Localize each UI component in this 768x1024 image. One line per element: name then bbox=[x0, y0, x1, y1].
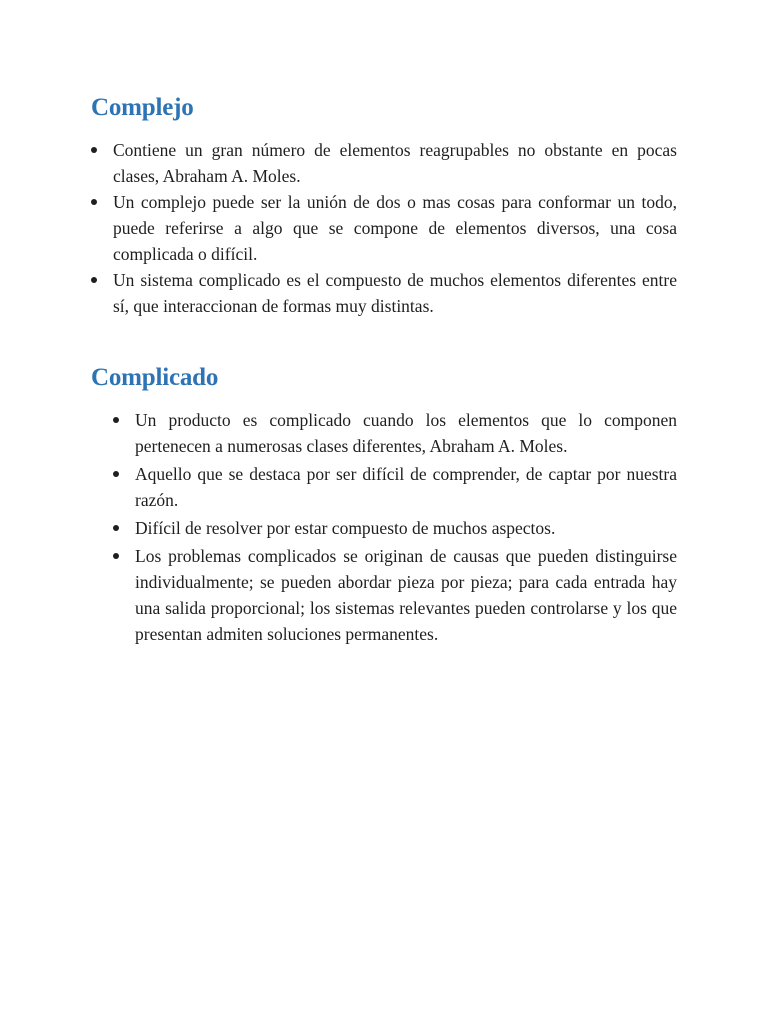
list-item bbox=[91, 267, 677, 319]
bullet-icon bbox=[113, 553, 119, 559]
list-item bbox=[113, 407, 677, 459]
list-item bbox=[91, 137, 677, 189]
list-item-text: Un sistema complicado es el compuesto de muchos elementos diferentes entre sí, que interaccionan de formas muy distintas. bbox=[113, 270, 677, 316]
list-item bbox=[113, 543, 677, 647]
heading-complejo: Complejo bbox=[91, 94, 194, 121]
bullet-list-complicado bbox=[113, 407, 677, 647]
list-item-text: Difícil de resolver por estar compuesto de muchos aspectos. bbox=[135, 518, 556, 538]
bullet-icon bbox=[113, 417, 119, 423]
bullet-icon bbox=[113, 525, 119, 531]
bullet-icon bbox=[113, 471, 119, 477]
bullet-icon bbox=[91, 199, 97, 205]
list-item-text: Un producto es complicado cuando los elementos que lo componen pertenecen a numerosas clases diferentes, Abraham A. Moles. bbox=[135, 410, 677, 456]
list-item-text: Aquello que se destaca por ser difícil de comprender, de captar por nuestra razón. bbox=[135, 464, 677, 510]
bullet-list-complejo bbox=[91, 137, 677, 319]
list-item-text: Un complejo puede ser la unión de dos o mas cosas para conformar un todo, puede referirse a algo que se compone de elementos diversos, una cosa complicada o difícil. bbox=[113, 192, 677, 264]
list-item-text: Los problemas complicados se originan de causas que pueden distinguirse individualmente; se pueden abordar pieza por pieza; para cada entrada hay una salida proporcional; los sistemas relevantes pueden controlarse y los que presentan admiten soluciones permanentes. bbox=[135, 546, 677, 644]
section-complicado bbox=[91, 362, 677, 649]
bullet-icon bbox=[91, 277, 97, 283]
list-item-text: Contiene un gran número de elementos reagrupables no obstante en pocas clases, Abraham A. Moles. bbox=[113, 140, 677, 186]
heading-complicado: Complicado bbox=[91, 364, 219, 391]
list-item bbox=[113, 515, 677, 541]
list-item bbox=[91, 189, 677, 267]
section-complejo bbox=[91, 92, 677, 319]
list-item bbox=[113, 461, 677, 513]
bullet-icon bbox=[91, 147, 97, 153]
